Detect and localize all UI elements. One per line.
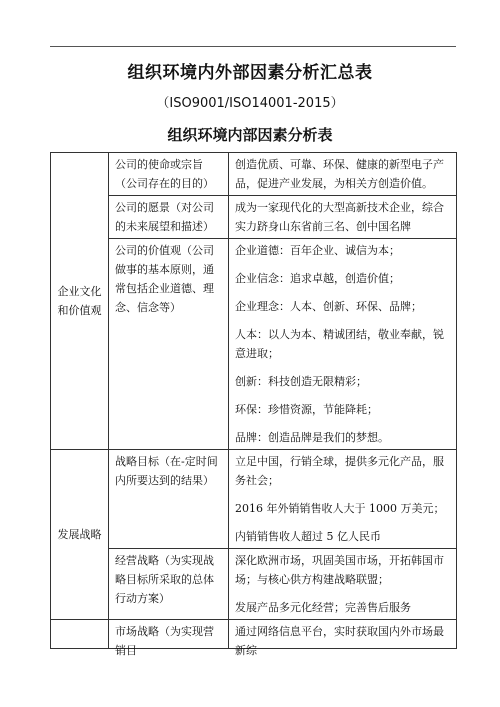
content-cell	[229, 239, 457, 450]
content-line: 企业理念：人本、创新、环保、品牌；	[235, 300, 422, 313]
table-row	[51, 153, 457, 196]
content-line: 创造优质、可靠、环保、健康的新型电子产品，促进产业发展，为相关方创造价值。	[235, 158, 444, 190]
content-line: 人本：以人为本、精诚团结，敬业奉献，锐意进取；	[235, 328, 444, 360]
content-line: 环保：珍惜资源，节能降耗；	[235, 403, 378, 416]
table-row	[51, 239, 457, 450]
factor-cell: 公司的使命或宗旨（公司存在的目的）	[109, 153, 229, 196]
content-line: 创新：科技创造无限精彩；	[235, 375, 367, 388]
factor-cell: 经营战略（为实现战略目标所采取的总体行动方案）	[109, 549, 229, 620]
category-cell: 发展战略	[51, 450, 109, 620]
table-row	[51, 450, 457, 549]
factor-text: 市场战略（为实现营销目	[115, 625, 214, 657]
content-line: 企业信念：追求卓越，创造价值；	[235, 272, 400, 285]
content-cell	[229, 196, 457, 239]
category-cell	[51, 620, 109, 649]
category-cell: 企业文化和价值观	[51, 153, 109, 450]
content-line: 企业道德：百年企业、诚信为本；	[235, 244, 400, 257]
content-line: 品牌：创造品牌是我们的梦想。	[235, 431, 389, 444]
content-cell	[229, 549, 457, 620]
table-title: 组织环境内部因素分析表	[167, 126, 333, 144]
content-line: 内销销售收人超过 5 亿人民币	[235, 530, 381, 543]
table-row	[51, 549, 457, 620]
factor-cell: 战略目标（在-定时间内所要达到的结果）	[109, 450, 229, 549]
content-line: 深化欧洲市场，巩固美国市场，开拓韩国市场；与核心供方构建战略联盟；	[235, 554, 444, 586]
table-row	[51, 196, 457, 239]
content-cell	[229, 153, 457, 196]
factor-cell: 公司的愿景（对公司的未来展望和描述）	[109, 196, 229, 239]
content-cell	[229, 450, 457, 549]
factor-cell: 公司的价值观（公司做事的基本原则，通常包括企业道德、理念、信念等）	[109, 239, 229, 450]
content-line: 成为一家现代化的大型高新技术企业，综合实力跻身山东省前三名、创中国名牌	[235, 201, 444, 233]
table-row	[51, 620, 457, 649]
document-subtitle: （ISO9001/ISO14001-2015）	[156, 96, 344, 111]
content-line: 发展产品多元化经营；完善售后服务	[235, 601, 411, 614]
content-cell	[229, 620, 457, 657]
content-line: 2016 年外销销售收人大于 1000 万美元；	[235, 502, 445, 515]
internal-factors-table	[50, 152, 457, 657]
document-title: 组织环境内外部因素分析汇总表	[127, 63, 373, 83]
header-rule	[50, 46, 456, 47]
content-line: 通过网络信息平台，实时获取国内外市场最新综	[235, 625, 444, 657]
factor-cell	[109, 620, 229, 657]
content-line: 立足中国，行销全球，提供多元化产品，服务社会；	[235, 455, 444, 487]
